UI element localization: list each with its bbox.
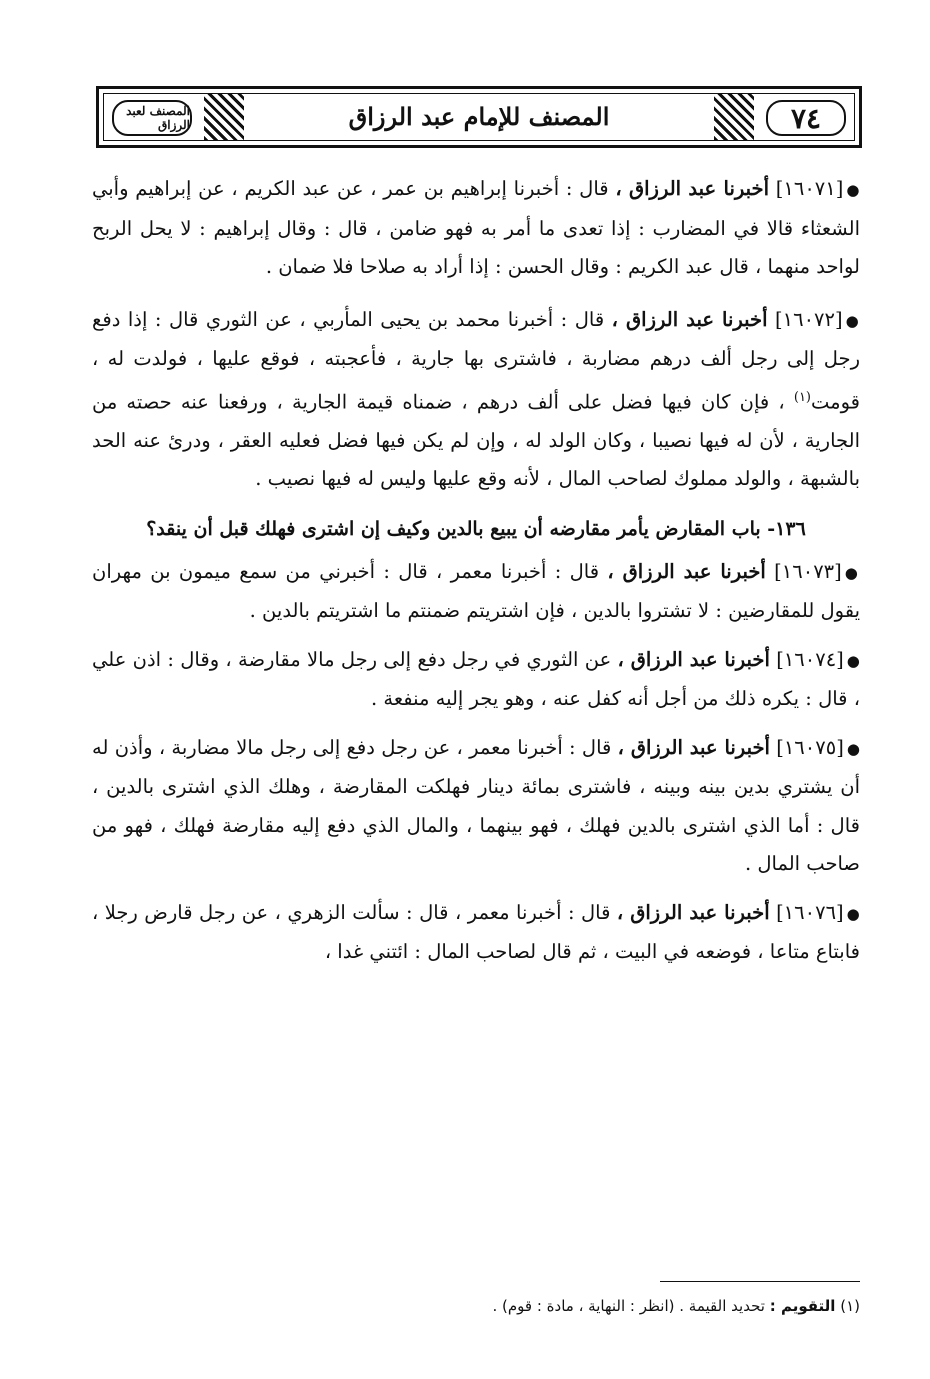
page-number-plaque — [766, 100, 846, 136]
hadith-16071 — [92, 170, 860, 287]
hadith-number: [١٦٠٧٥] — [776, 735, 844, 759]
bullet-icon: ● — [845, 311, 861, 330]
hadith-text-continued: ، فإن كان فيها فضل على ألف درهم ، ضمناه قيمة الجارية ، ورفعنا عنه حصته من الجارية ، لأن له فيها نصيبا ، وكان الولد له ، وإن لم يكن فيها فضل فعليه العقر ، ودرئ عنه الحد بالشبهة ، والولد مملوك لصاحب المال ، لأنه وقع عليها وليس له فيها نصيب . — [92, 390, 860, 490]
hadith-number: [١٦٠٧٤] — [776, 647, 844, 671]
bullet-icon: ● — [846, 181, 860, 199]
hadith-16073 — [92, 553, 860, 631]
book-logo-text: المصنف لعبد الرزاق — [126, 104, 190, 132]
hadith-text: عن الثوري في رجل دفع إلى رجل مالا مقارضة ، وقال : اذن علي ، قال : يكره ذلك من أجل أنه كفل عنه ، وهو يجر إليه منفعة . — [92, 647, 860, 710]
hadith-text: قال : أخبرنا معمر ، قال : سألت الزهري ، عن رجل قارض رجلا ، فابتاع متاعا ، فوضعه في البيت ، ثم قال لصاحب المال : ائتني غدا ، — [92, 900, 860, 963]
hadith-text: قال : أخبرنا محمد بن يحيى المأربي ، عن الثوري قال : إذا دفع رجل إلى رجل ألف درهم مضاربة ، فاشترى بها جارية ، فأعجبته ، فوقع عليها ، فولدت له ، قومت — [92, 307, 860, 413]
hadith-source: أخبرنا عبد الرزاق ، — [607, 559, 766, 583]
footnote-text: تحديد القيمة . (انظر : النهاية ، مادة : قوم) . — [492, 1297, 765, 1315]
running-title: المصنف للإمام عبد الرزاق — [348, 102, 610, 131]
hadith-number: [١٦٠٧٣] — [774, 559, 842, 583]
page-body — [92, 170, 860, 982]
hadith-number: [١٦٠٧٦] — [776, 900, 844, 924]
ornament-right — [714, 94, 754, 140]
footnote-term: التقويم : — [769, 1297, 836, 1315]
hadith-number: [١٦٠٧١] — [775, 177, 844, 200]
page-header — [96, 86, 862, 148]
hadith-16074 — [92, 641, 860, 719]
footnote-divider — [660, 1281, 860, 1282]
hadith-text: قال : أخبرنا معمر ، عن رجل دفع إلى رجل مالا مضاربة ، وأذن له أن يشتري بدين بينه وبينه ، فاشترى بمائة دينار فهلكت المقارضة ، وهلك الذي اشترى بالدين ، قال : أما الذي اشترى بالدين فهلك ، فهو بينهما ، والمال الذي دفع إليه مقارضة فهلك ، فهو من صاحب المال . — [92, 735, 860, 875]
hadith-source: أخبرنا عبد الرزاق ، — [617, 647, 770, 671]
hadith-source: أخبرنا عبد الرزاق ، — [617, 735, 770, 759]
footnote — [92, 1294, 860, 1318]
bullet-icon: ● — [846, 739, 860, 758]
hadith-source: أخبرنا عبد الرزاق ، — [615, 177, 770, 200]
bullet-icon: ● — [846, 904, 860, 923]
hadith-number: [١٦٠٧٢] — [775, 307, 843, 331]
hadith-source: أخبرنا عبد الرزاق ، — [611, 307, 768, 331]
hadith-16076 — [92, 894, 860, 972]
bullet-icon: ● — [846, 651, 860, 670]
hadith-source: أخبرنا عبد الرزاق ، — [616, 900, 770, 924]
header-frame — [103, 93, 855, 141]
hadith-text: قال : أخبرنا إبراهيم بن عمر ، عن عبد الكريم ، عن إبراهيم وأبي الشعثاء قالا في المضارب : إذا تعدى ما أمر به فهو ضامن ، قال : وقال إبراهيم : لا يحل الربح لواحد منهما ، قال عبد الكريم : وقال الحسن : إذا أراد به صلاحا فلا ضمان . — [92, 177, 860, 278]
ornament-left — [204, 94, 244, 140]
hadith-16075 — [92, 729, 860, 884]
footnote-marker: (١) — [840, 1297, 860, 1315]
footnote-marker: (١) — [793, 389, 811, 405]
book-logo — [112, 100, 192, 136]
bullet-icon: ● — [844, 563, 860, 582]
hadith-text: قال : أخبرنا معمر ، قال : أخبرني من سمع ميمون بن مهران يقول للمقارضين : لا تشتروا بالدين ، فإن اشتريتم ضمنتم ما اشتريتم بالدين . — [92, 559, 860, 622]
chapter-heading: ١٣٦- باب المقارض يأمر مقارضه أن يبيع بالدين وكيف إن اشترى فهلك قبل أن ينقد؟ — [146, 517, 806, 540]
hadith-16072 — [92, 301, 860, 499]
page-number: ٧٤ — [790, 101, 822, 135]
